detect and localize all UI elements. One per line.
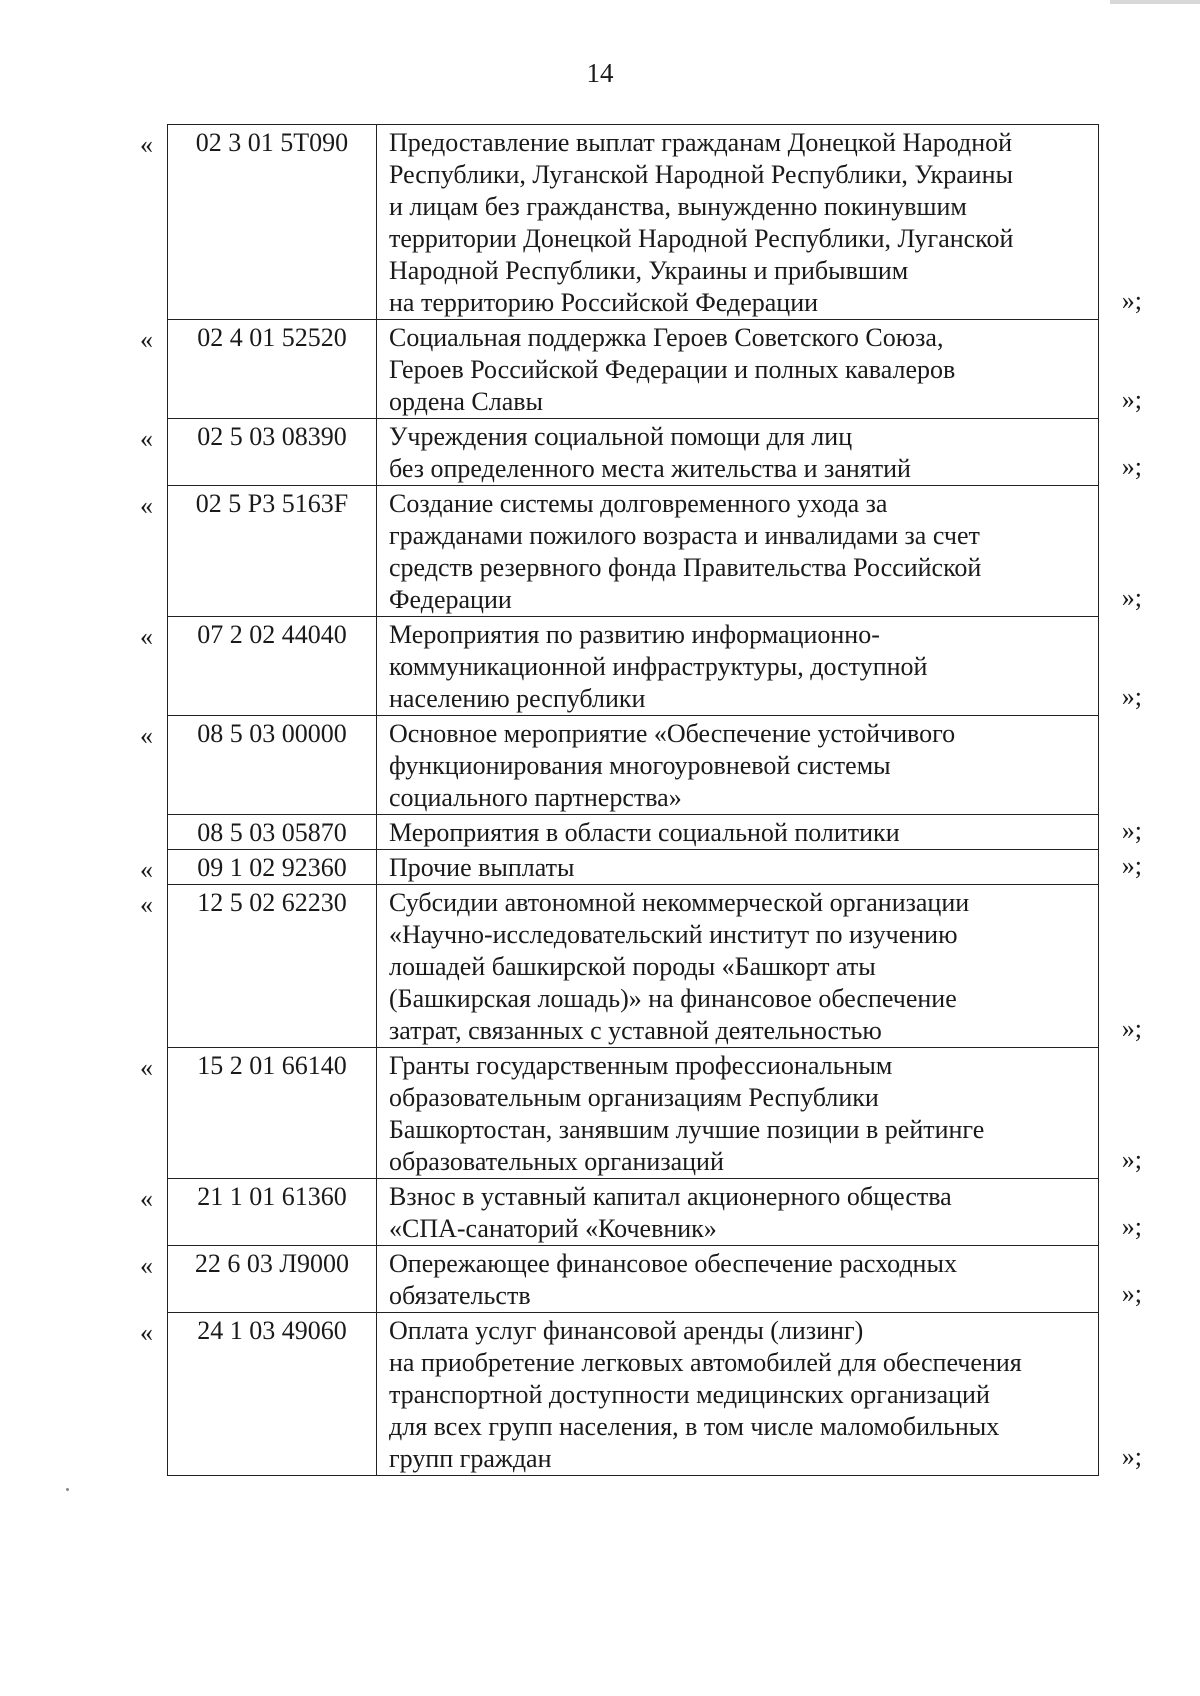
closing-quote: »;: [1121, 286, 1142, 315]
closing-quote: »;: [1121, 1212, 1142, 1241]
budget-code: 12 5 02 62230: [197, 888, 347, 917]
closing-quote: »;: [1121, 1014, 1142, 1043]
table-row: [168, 885, 1099, 1048]
budget-code: 09 1 02 92360: [197, 853, 347, 882]
table-row: [168, 1313, 1099, 1476]
opening-quote: «: [140, 721, 153, 750]
code-cell: [140, 617, 377, 716]
budget-code: 22 6 03 Л9000: [194, 1249, 350, 1278]
table-row: [168, 419, 1099, 486]
table-row: [168, 320, 1099, 419]
description-cell: [377, 125, 1142, 320]
description-text: Социальная поддержка Героев Советского Союза, Героев Российской Федерации и полных кавалеров ордена Славы: [389, 323, 956, 416]
description-cell: [377, 850, 1142, 885]
table-row: [168, 1179, 1099, 1246]
description-text: Мероприятия по развитию информационно- коммуникационной инфраструктуры, доступной населению республики: [389, 620, 928, 713]
code-cell-wrap: [140, 887, 372, 919]
description-cell: [377, 885, 1142, 1048]
closing-quote: »;: [1121, 682, 1142, 711]
code-cell-wrap: [140, 488, 372, 520]
code-cell-wrap: [140, 852, 372, 884]
description-text: Гранты государственным профессиональным образовательным организациям Республики Башкортостан, занявшим лучшие позиции в рейтинге образовательных организаций: [389, 1051, 985, 1176]
budget-code: 02 4 01 52520: [197, 323, 347, 352]
budget-code: 08 5 03 05870: [197, 818, 347, 847]
description-text: Субсидии автономной некоммерческой организации «Научно-исследовательский институт по изучению лошадей башкирской породы «Башкорт аты (Башкирская лошадь)» на финансовое обеспечение затрат, связанных с уставной деятельностью: [389, 888, 970, 1045]
table-row: [168, 1048, 1099, 1179]
code-cell: [140, 486, 377, 617]
code-cell-wrap: [140, 127, 372, 159]
budget-code: 15 2 01 66140: [197, 1051, 347, 1080]
budget-codes-table: [140, 124, 1142, 1476]
description-cell: [377, 815, 1142, 850]
description-text: Оплата услуг финансовой аренды (лизинг) на приобретение легковых автомобилей для обеспечения транспортной доступности медицинских организаций для всех групп населения, в том числе маломобильных групп граждан: [389, 1316, 1022, 1473]
table-row: [168, 716, 1099, 815]
closing-quote: »;: [1121, 1442, 1142, 1471]
budget-code: 08 5 03 00000: [197, 719, 347, 748]
table-row: [168, 617, 1099, 716]
description-cell: [377, 320, 1142, 419]
description-text: Прочие выплаты: [389, 853, 575, 882]
description-text: Создание системы долговременного ухода за гражданами пожилого возраста и инвалидами за счет средств резервного фонда Правительства Российской Федерации: [389, 489, 982, 614]
code-cell: [140, 1246, 377, 1313]
opening-quote: «: [140, 491, 153, 520]
closing-quote: »;: [1121, 851, 1142, 880]
code-cell: [140, 419, 377, 486]
opening-quote: «: [140, 855, 153, 884]
code-cell: [168, 815, 377, 850]
budget-code: 02 3 01 5Т090: [195, 128, 349, 157]
table-row: [168, 125, 1099, 320]
code-cell-wrap: [140, 1181, 372, 1213]
opening-quote: «: [140, 1053, 153, 1082]
description-cell: [377, 617, 1142, 716]
scan-dust-dot: [66, 1488, 69, 1491]
budget-code: 24 1 03 49060: [197, 1316, 347, 1345]
description-cell: [377, 1048, 1142, 1179]
description-text: Взнос в уставный капитал акционерного общества «СПА-санаторий «Кочевник»: [389, 1182, 952, 1243]
code-cell-wrap: [140, 1315, 372, 1347]
table-row: [168, 1246, 1099, 1313]
closing-quote: »;: [1121, 385, 1142, 414]
closing-quote: »;: [1121, 1145, 1142, 1174]
table-body: [140, 125, 1142, 1476]
budget-code: 02 5 03 08390: [197, 422, 347, 451]
table-row: [168, 850, 1099, 885]
code-cell-wrap: [140, 718, 372, 750]
description-text: Учреждения социальной помощи для лиц без определенного места жительства и занятий: [389, 422, 911, 483]
description-cell: [377, 1179, 1142, 1246]
table-row: [168, 486, 1099, 617]
page-number: 14: [586, 58, 614, 88]
description-text: Опережающее финансовое обеспечение расходных обязательств: [389, 1249, 957, 1310]
opening-quote: «: [140, 424, 153, 453]
scan-edge-mark: [1110, 0, 1200, 4]
code-cell-wrap: [140, 1248, 372, 1280]
opening-quote: «: [140, 622, 153, 651]
code-cell: [140, 716, 377, 815]
budget-code: 02 5 Р3 5163F: [195, 489, 349, 518]
closing-quote: »;: [1121, 816, 1142, 845]
code-cell-wrap: [140, 1050, 372, 1082]
opening-quote: «: [140, 1318, 153, 1347]
closing-quote: »;: [1121, 452, 1142, 481]
code-cell-wrap: [140, 421, 372, 453]
description-cell: [377, 486, 1142, 617]
description-cell: [377, 1246, 1142, 1313]
code-cell: [140, 320, 377, 419]
code-cell-wrap: [140, 322, 372, 354]
description-text: Предоставление выплат гражданам Донецкой Народной Республики, Луганской Народной Республики, Украины и лицам без гражданства, вынужденно покинувшим территории Донецкой Народной Республики, Луганской Народной Республики, Украины и прибывшим на территорию Российской Федерации: [389, 128, 1014, 317]
description-cell: [377, 716, 1099, 815]
budget-code: 21 1 01 61360: [197, 1182, 347, 1211]
closing-quote: »;: [1121, 583, 1142, 612]
description-text: Мероприятия в области социальной политики: [389, 818, 900, 847]
table-row: [168, 815, 1099, 850]
code-cell: [140, 1313, 377, 1476]
opening-quote: «: [140, 325, 153, 354]
opening-quote: «: [140, 1184, 153, 1213]
budget-code: 07 2 02 44040: [197, 620, 347, 649]
opening-quote: «: [140, 1251, 153, 1280]
code-cell: [140, 125, 377, 320]
code-cell-wrap: [172, 817, 372, 849]
code-cell: [140, 1179, 377, 1246]
code-cell: [140, 885, 377, 1048]
code-cell-wrap: [140, 619, 372, 651]
opening-quote: «: [140, 130, 153, 159]
description-text: Основное мероприятие «Обеспечение устойчивого функционирования многоуровневой системы социального партнерства»: [389, 719, 956, 812]
code-cell: [140, 850, 377, 885]
closing-quote: »;: [1121, 1279, 1142, 1308]
description-cell: [377, 419, 1142, 486]
opening-quote: «: [140, 890, 153, 919]
code-cell: [140, 1048, 377, 1179]
description-cell: [377, 1313, 1142, 1476]
